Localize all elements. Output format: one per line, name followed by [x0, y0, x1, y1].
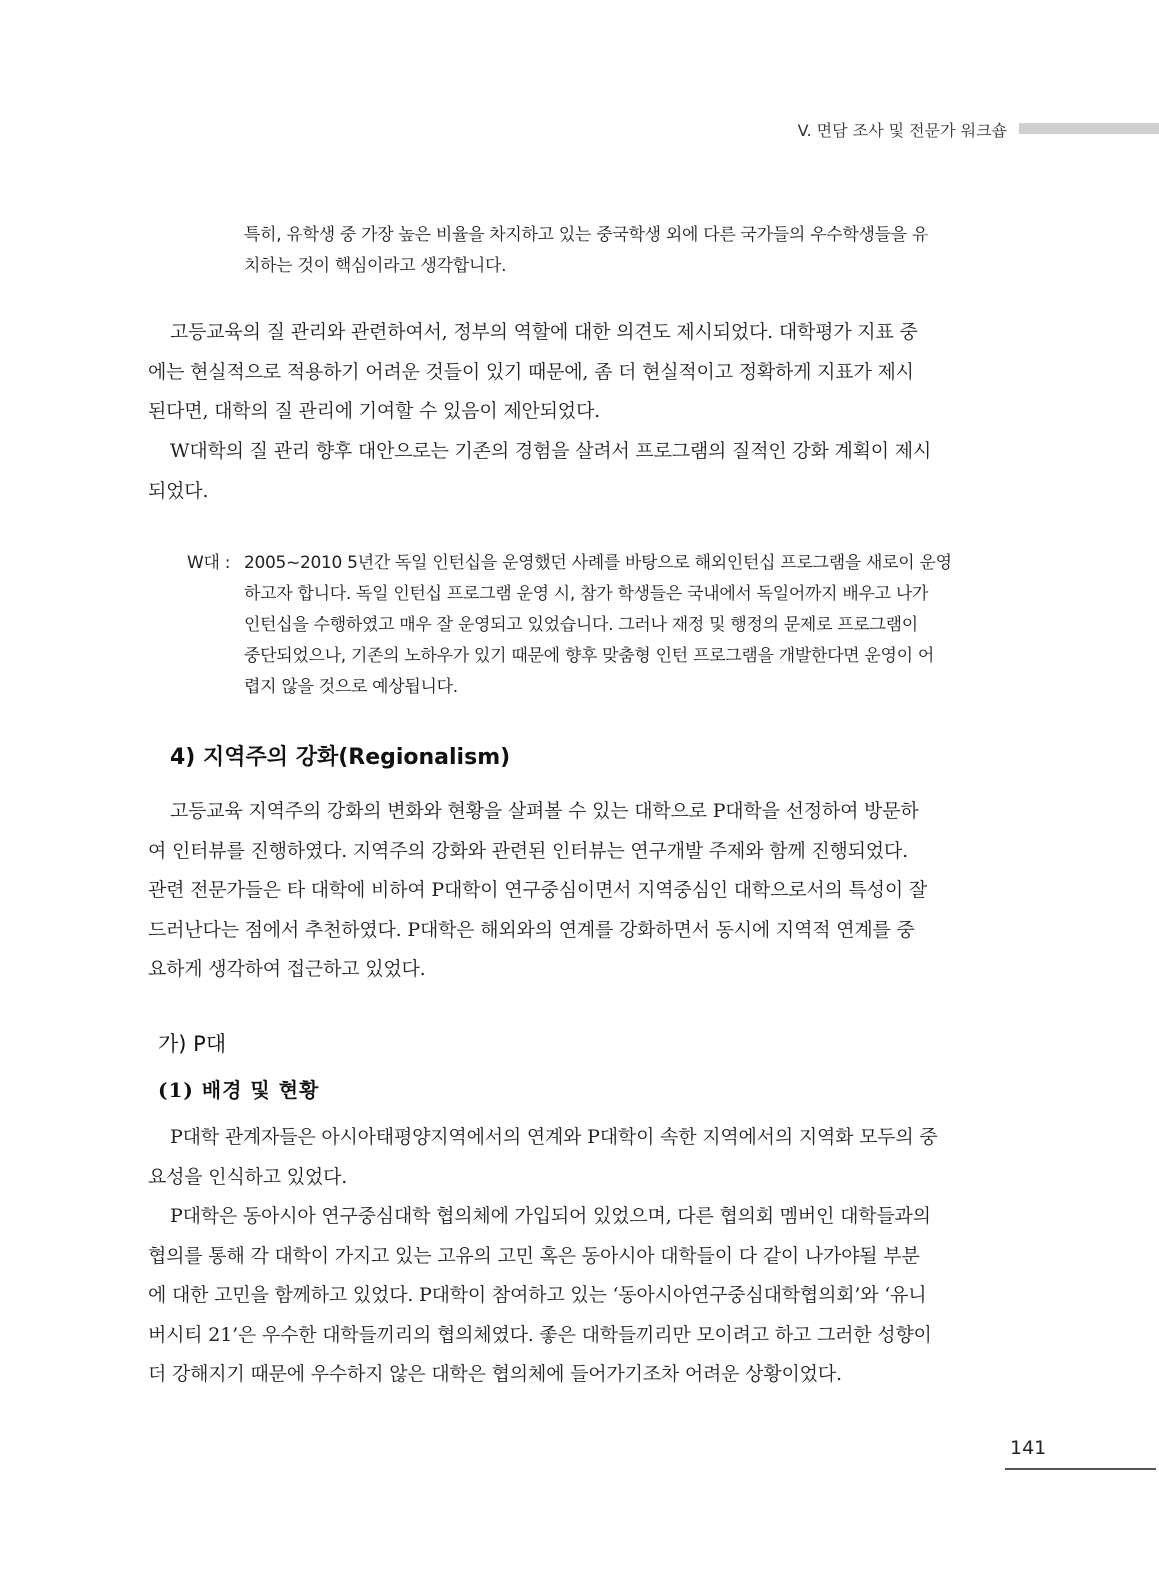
- body-paragraph: [148, 1197, 1010, 1395]
- subsection-heading: 가) P대: [158, 1032, 227, 1056]
- paragraph-line: 요성을 인식하고 있었다.: [148, 1165, 348, 1188]
- paragraph-line: 관련 전문가들은 타 대학에 비하여 P대학이 연구중심이면서 지역중심인 대학으로서의 특성이 잘: [148, 879, 927, 901]
- quote-line: 중단되었으나, 기존의 노하우가 있기 때문에 향후 맞춤형 인턴 프로그램을 개발한다면 운영이 어: [244, 646, 935, 666]
- paragraph-line: 고등교육의 질 관리와 관련하여서, 정부의 역할에 대한 의견도 제시되었다. 대학평가 지표 중: [170, 321, 918, 343]
- body-paragraph: [148, 432, 1010, 511]
- paragraph-line: 되었다.: [148, 479, 209, 502]
- quote-line: 렵지 않을 것으로 예상됩니다.: [244, 677, 458, 697]
- quote-line: 특히, 유학생 중 가장 높은 비율을 차지하고 있는 중국학생 외에 다른 국가들의 우수학생들을 유: [244, 225, 929, 245]
- paragraph-line: 드러난다는 점에서 추천하였다. P대학은 해외와의 연계를 강화하면서 동시에 지역적 연계를 중: [148, 918, 915, 941]
- quote-line: 2005~2010 5년간 독일 인턴십을 운영했던 사례를 바탕으로 해외인턴십 프로그램을 새로이 운영: [244, 553, 952, 573]
- quote-line: 하고자 합니다. 독일 인턴십 프로그램 운영 시, 참가 학생들은 국내에서 독일어까지 배우고 나가: [244, 584, 929, 604]
- interview-quote: [244, 220, 992, 282]
- footer-rule: [1005, 1468, 1156, 1470]
- paragraph-line: 더 강해지기 때문에 우수하지 않은 대학은 협의체에 들어가기조차 어려운 상황이었다.: [148, 1363, 842, 1385]
- paragraph-line: 에는 현실적으로 적용하기 어려운 것들이 있기 때문에, 좀 더 현실적이고 정확하게 지표가 제시: [148, 360, 914, 383]
- paragraph-line: 요하게 생각하여 접근하고 있었다.: [148, 958, 426, 980]
- interview-quote-w: [187, 548, 993, 708]
- paragraph-line: W대학의 질 관리 향후 대안으로는 기존의 경험을 살려서 프로그램의 질적인 강화 계획이 제시: [170, 440, 932, 462]
- body-paragraph: [148, 313, 1010, 432]
- paragraph-line: 에 대한 고민을 함께하고 있었다. P대학이 참여하고 있는 ‘동아시아연구중심대학협의회’와 ‘유니: [148, 1284, 927, 1306]
- paragraph-line: 여 인터뷰를 진행하였다. 지역주의 강화와 관련된 인터뷰는 연구개발 주제와 함께 진행되었다.: [148, 839, 908, 862]
- chapter-title: V. 면담 조사 및 전문가 워크숍: [797, 121, 1007, 140]
- body-paragraph: [148, 792, 1010, 990]
- paragraph-line: 된다면, 대학의 질 관리에 기여할 수 있음이 제안되었다.: [148, 400, 600, 422]
- paragraph-line: P대학 관계자들은 아시아태평양지역에서의 연계와 P대학이 속한 지역에서의 지역화 모두의 중: [170, 1126, 938, 1148]
- quote-speaker: W대 :: [187, 553, 231, 573]
- subsubsection-heading: (1) 배경 및 현황: [158, 1078, 320, 1102]
- body-paragraph: [148, 1118, 1010, 1197]
- quote-line: 인턴십을 수행하였고 매우 잘 운영되고 있었습니다. 그러나 재정 및 행정의 문제로 프로그램이: [244, 615, 918, 635]
- page-number: 141: [1010, 1437, 1047, 1459]
- paragraph-line: 고등교육 지역주의 강화의 변화와 현황을 살펴볼 수 있는 대학으로 P대학을 선정하여 방문하: [170, 800, 919, 822]
- paragraph-line: P대학은 동아시아 연구중심대학 협의체에 가입되어 있었으며, 다른 협의회 멤버인 대학들과의: [170, 1205, 931, 1227]
- paragraph-line: 버시티 21’은 우수한 대학들끼리의 협의체였다. 좋은 대학들끼리만 모이려고 하고 그러한 성향이: [148, 1323, 932, 1346]
- section-heading: 4) 지역주의 강화(Regionalism): [170, 745, 511, 770]
- paragraph-line: 협의를 통해 각 대학이 가지고 있는 고유의 고민 혹은 동아시아 대학들이 다 같이 나가야될 부분: [148, 1244, 920, 1267]
- quote-body: [244, 548, 994, 703]
- header-bar: [1019, 123, 1159, 134]
- quote-line: 치하는 것이 핵심이라고 생각합니다.: [244, 256, 507, 276]
